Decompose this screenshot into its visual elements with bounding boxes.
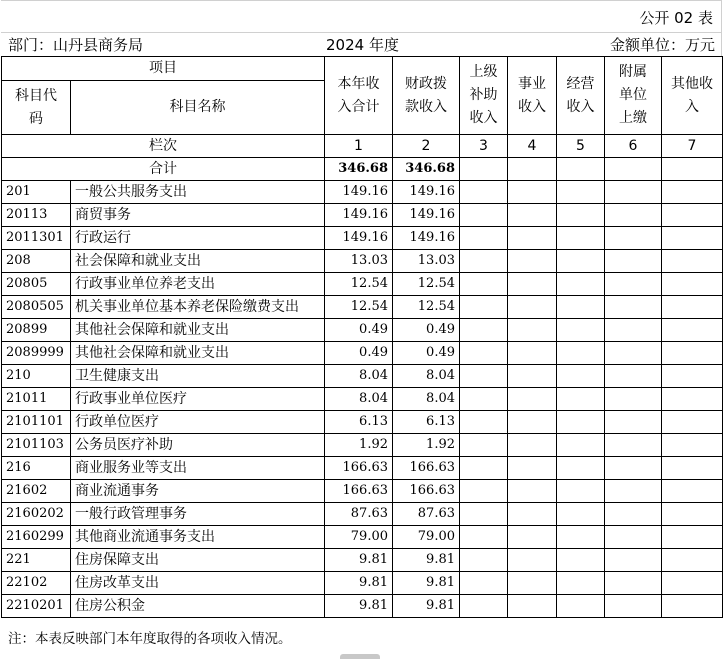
row-total-income: 9.81 [325,572,393,595]
empty-cell [605,342,662,365]
row-fiscal-income: 6.13 [393,411,460,434]
subject-name: 行政事业单位医疗 [71,388,325,411]
empty-cell [508,480,557,503]
subject-name: 社会保障和就业支出 [71,250,325,273]
row-total-income: 0.49 [325,319,393,342]
empty-cell [662,457,723,480]
empty-cell [557,365,605,388]
row-total-income: 149.16 [325,204,393,227]
empty-cell [557,158,605,181]
empty-cell [460,365,508,388]
column-index-7: 7 [662,135,723,158]
income-statement-sheet [1,0,722,618]
empty-cell [662,181,723,204]
total-fiscal-sum: 346.68 [393,158,460,181]
row-total-income: 8.04 [325,388,393,411]
subject-code: 208 [2,250,71,273]
row-total-income: 149.16 [325,227,393,250]
empty-cell [557,319,605,342]
subject-name: 行政事业单位养老支出 [71,273,325,296]
empty-cell [605,434,662,457]
row-fiscal-income: 0.49 [393,319,460,342]
subject-name: 公务员医疗补助 [71,434,325,457]
department-label: 部门：山丹县商务局 [8,36,144,54]
row-total-income: 166.63 [325,457,393,480]
empty-cell [508,342,557,365]
empty-cell [460,480,508,503]
horizontal-scrollbar-thumb[interactable] [340,654,380,659]
empty-cell [662,526,723,549]
header-operating-income: 经营收入 [557,57,605,135]
subject-name: 商业服务业等支出 [71,457,325,480]
row-fiscal-income: 79.00 [393,526,460,549]
subject-code: 2160202 [2,503,71,526]
empty-cell [662,319,723,342]
table-row [2,411,723,434]
table-row [2,319,723,342]
subject-code: 2101103 [2,434,71,457]
empty-cell [605,526,662,549]
row-total-income: 6.13 [325,411,393,434]
subject-code: 201 [2,181,71,204]
column-index-3: 3 [460,135,508,158]
empty-cell [605,250,662,273]
table-row [2,549,723,572]
empty-cell [508,204,557,227]
row-fiscal-income: 166.63 [393,457,460,480]
empty-cell [662,342,723,365]
empty-cell [460,181,508,204]
total-income-sum: 346.68 [325,158,393,181]
subject-code: 216 [2,457,71,480]
empty-cell [662,480,723,503]
empty-cell [557,296,605,319]
table-row [2,250,723,273]
subject-name: 商业流通事务 [71,480,325,503]
table-row [2,181,723,204]
row-fiscal-income: 149.16 [393,181,460,204]
subject-code: 21011 [2,388,71,411]
table-row [2,365,723,388]
table-row [2,296,723,319]
empty-cell [605,572,662,595]
column-index-label: 栏次 [2,135,325,158]
empty-cell [662,273,723,296]
empty-cell [460,503,508,526]
table-row [2,227,723,250]
row-fiscal-income: 9.81 [393,549,460,572]
column-index-1: 1 [325,135,393,158]
row-fiscal-income: 8.04 [393,365,460,388]
empty-cell [460,411,508,434]
empty-cell [557,250,605,273]
table-row [2,388,723,411]
empty-cell [508,572,557,595]
row-fiscal-income: 12.54 [393,296,460,319]
subject-name: 其他社会保障和就业支出 [71,319,325,342]
subject-code: 2210201 [2,595,71,618]
empty-cell [557,273,605,296]
empty-cell [557,181,605,204]
table-row [2,434,723,457]
table-row [2,595,723,618]
empty-cell [662,296,723,319]
subject-code: 2080505 [2,296,71,319]
empty-cell [662,434,723,457]
row-total-income: 8.04 [325,365,393,388]
total-label: 合计 [2,158,325,181]
empty-cell [508,158,557,181]
empty-cell [557,388,605,411]
empty-cell [605,204,662,227]
column-index-5: 5 [557,135,605,158]
table-row [2,342,723,365]
row-total-income: 149.16 [325,181,393,204]
subject-code: 20805 [2,273,71,296]
amount-unit: 金额单位：万元 [609,36,715,54]
subject-name: 机关事业单位基本养老保险缴费支出 [71,296,325,319]
subject-code: 210 [2,365,71,388]
subject-code: 221 [2,549,71,572]
empty-cell [557,503,605,526]
table-body [2,135,723,618]
empty-cell [508,411,557,434]
empty-cell [557,227,605,250]
table-row [2,503,723,526]
subject-code: 20113 [2,204,71,227]
row-fiscal-income: 13.03 [393,250,460,273]
header-upper-subsidy: 上级补助收入 [460,57,508,135]
empty-cell [662,250,723,273]
empty-cell [662,388,723,411]
empty-cell [460,549,508,572]
table-row [2,480,723,503]
empty-cell [662,411,723,434]
subject-code: 2011301 [2,227,71,250]
empty-cell [605,296,662,319]
row-fiscal-income: 9.81 [393,595,460,618]
empty-cell [557,480,605,503]
empty-cell [460,595,508,618]
subject-name: 其他商业流通事务支出 [71,526,325,549]
empty-cell [508,549,557,572]
income-table [1,56,723,618]
empty-cell [508,273,557,296]
row-total-income: 9.81 [325,595,393,618]
empty-cell [557,526,605,549]
row-total-income: 0.49 [325,342,393,365]
empty-cell [460,227,508,250]
subject-code: 2089999 [2,342,71,365]
header-total-income: 本年收入合计 [325,57,393,135]
header-code: 科目代码 [2,81,71,135]
subject-name: 其他社会保障和就业支出 [71,342,325,365]
empty-cell [508,595,557,618]
subject-code: 22102 [2,572,71,595]
subject-name: 住房保障支出 [71,549,325,572]
empty-cell [605,158,662,181]
empty-cell [662,503,723,526]
empty-cell [557,204,605,227]
row-total-income: 12.54 [325,273,393,296]
subject-name: 商贸事务 [71,204,325,227]
empty-cell [605,273,662,296]
empty-cell [605,480,662,503]
document-id: 公开 02 表 [1,0,722,32]
column-index-6: 6 [605,135,662,158]
subject-code: 2101101 [2,411,71,434]
subject-code: 21602 [2,480,71,503]
empty-cell [662,227,723,250]
row-total-income: 13.03 [325,250,393,273]
header-item: 项目 [2,57,325,81]
empty-cell [460,388,508,411]
table-row [2,457,723,480]
empty-cell [605,388,662,411]
empty-cell [460,526,508,549]
row-total-income: 1.92 [325,434,393,457]
total-row [2,158,723,181]
empty-cell [605,365,662,388]
empty-cell [460,572,508,595]
table-row [2,572,723,595]
empty-cell [460,273,508,296]
empty-cell [605,549,662,572]
empty-cell [662,549,723,572]
row-fiscal-income: 0.49 [393,342,460,365]
row-total-income: 166.63 [325,480,393,503]
row-fiscal-income: 166.63 [393,480,460,503]
empty-cell [605,595,662,618]
empty-cell [508,181,557,204]
empty-cell [508,457,557,480]
subject-name: 住房公积金 [71,595,325,618]
table-row [2,273,723,296]
empty-cell [460,158,508,181]
meta-row [1,32,722,56]
row-fiscal-income: 149.16 [393,227,460,250]
row-total-income: 87.63 [325,503,393,526]
fiscal-year: 2024 年度 [326,36,399,54]
empty-cell [605,411,662,434]
header-business-income: 事业收入 [508,57,557,135]
row-total-income: 79.00 [325,526,393,549]
empty-cell [605,503,662,526]
table-row [2,526,723,549]
empty-cell [662,365,723,388]
empty-cell [460,204,508,227]
empty-cell [557,572,605,595]
row-total-income: 9.81 [325,549,393,572]
row-fiscal-income: 12.54 [393,273,460,296]
empty-cell [662,204,723,227]
header-affiliated-income: 附属单位上缴 [605,57,662,135]
empty-cell [508,503,557,526]
empty-cell [460,296,508,319]
row-fiscal-income: 9.81 [393,572,460,595]
row-fiscal-income: 1.92 [393,434,460,457]
column-index-4: 4 [508,135,557,158]
subject-code: 20899 [2,319,71,342]
empty-cell [662,572,723,595]
table-row [2,204,723,227]
row-fiscal-income: 8.04 [393,388,460,411]
empty-cell [662,158,723,181]
empty-cell [508,250,557,273]
subject-name: 行政单位医疗 [71,411,325,434]
header-other-income: 其他收入 [662,57,723,135]
empty-cell [508,296,557,319]
empty-cell [557,411,605,434]
table-header [2,57,723,135]
empty-cell [605,227,662,250]
empty-cell [605,319,662,342]
column-index-2: 2 [393,135,460,158]
row-fiscal-income: 87.63 [393,503,460,526]
empty-cell [508,227,557,250]
empty-cell [605,457,662,480]
header-name: 科目名称 [71,81,325,135]
empty-cell [508,365,557,388]
row-total-income: 12.54 [325,296,393,319]
subject-name: 住房改革支出 [71,572,325,595]
subject-name: 行政运行 [71,227,325,250]
subject-name: 卫生健康支出 [71,365,325,388]
empty-cell [508,526,557,549]
empty-cell [508,434,557,457]
row-fiscal-income: 149.16 [393,204,460,227]
empty-cell [508,388,557,411]
empty-cell [460,342,508,365]
empty-cell [508,319,557,342]
empty-cell [662,595,723,618]
subject-code: 2160299 [2,526,71,549]
empty-cell [557,549,605,572]
empty-cell [460,457,508,480]
empty-cell [557,434,605,457]
empty-cell [557,595,605,618]
empty-cell [460,434,508,457]
table-note: 注：本表反映部门本年度取得的各项收入情况。 [8,631,292,647]
column-index-row [2,135,723,158]
empty-cell [460,250,508,273]
empty-cell [557,457,605,480]
empty-cell [557,342,605,365]
empty-cell [605,181,662,204]
empty-cell [460,319,508,342]
header-fiscal-income: 财政拨款收入 [393,57,460,135]
subject-name: 一般公共服务支出 [71,181,325,204]
subject-name: 一般行政管理事务 [71,503,325,526]
